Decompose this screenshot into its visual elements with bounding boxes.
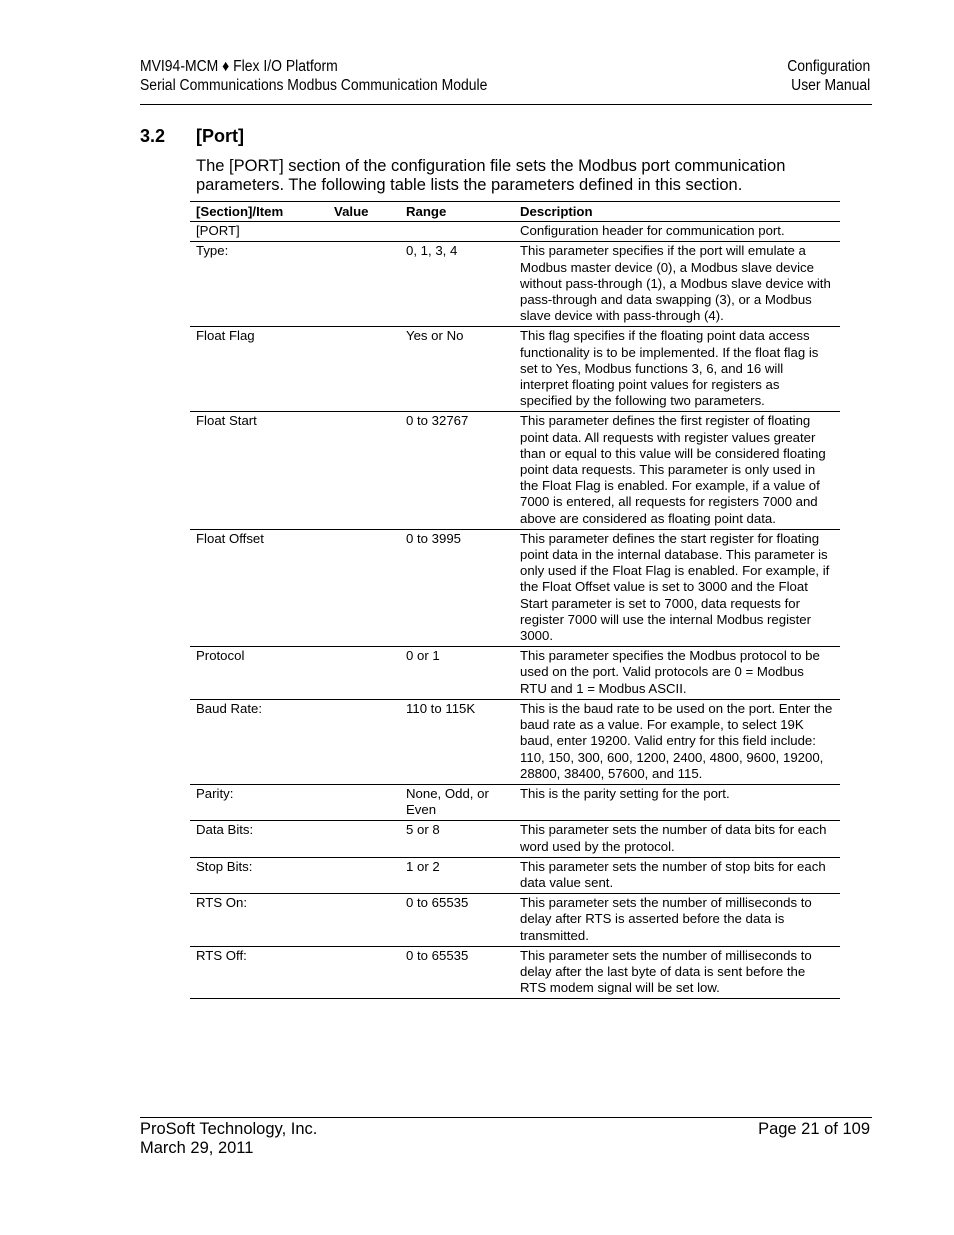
cell-description: This is the baud rate to be used on the port. Enter the baud rate as a value. For example, to select 19K baud, enter 19200. Valid entry for this field include: 110, 150, 300, 600, 1200, 2400, 4800, 9600, 19200, 28800, 38400, 57600, and 115. [514, 699, 840, 784]
page-header-left [140, 57, 487, 95]
cell-value [328, 222, 400, 242]
column-header-description: Description [514, 202, 840, 222]
section-intro: The [PORT] section of the configuration file sets the Modbus port communication parameters. The following table lists the parameters defined in this section. [196, 157, 786, 194]
cell-value [328, 242, 400, 327]
cell-range: 0 or 1 [400, 647, 514, 700]
cell-item: Protocol [190, 647, 328, 700]
cell-value [328, 699, 400, 784]
cell-range: 5 or 8 [400, 821, 514, 857]
cell-item: Parity: [190, 784, 328, 820]
page-number: Page 21 of 109 [758, 1120, 870, 1138]
cell-description: This parameter defines the first register of floating point data. All requests with register values greater than or equal to this value will be considered floating point data requests. This parameter is only used in the Float Flag is enabled. For example, if a value of 7000 is entered, all requests for registers 7000 and above are considered as floating point data. [514, 412, 840, 529]
cell-range: 0 to 65535 [400, 894, 514, 947]
cell-description: This parameter specifies the Modbus protocol to be used on the port. Valid protocols are 0 = Modbus RTU and 1 = Modbus ASCII. [514, 647, 840, 700]
cell-range: 1 or 2 [400, 857, 514, 893]
cell-value [328, 529, 400, 646]
cell-value [328, 857, 400, 893]
cell-range: None, Odd, or Even [400, 784, 514, 820]
column-header-item: [Section]/Item [190, 202, 328, 222]
cell-range: 0 to 3995 [400, 529, 514, 646]
table-row [190, 784, 840, 820]
cell-range [400, 222, 514, 242]
cell-range: 0 to 32767 [400, 412, 514, 529]
cell-value [328, 412, 400, 529]
header-divider [140, 104, 872, 105]
page-footer-right [758, 1120, 870, 1139]
cell-value [328, 647, 400, 700]
cell-description: This flag specifies if the floating point data access functionality is to be implemented. If the float flag is set to Yes, Modbus functions 3, 6, and 16 will interpret floating point values for registers as specified by the following two parameters. [514, 327, 840, 412]
footer-divider [140, 1117, 872, 1118]
section-title: [Port] [196, 126, 244, 146]
cell-description: This parameter sets the number of data bits for each word used by the protocol. [514, 821, 840, 857]
cell-item: Baud Rate: [190, 699, 328, 784]
cell-value [328, 327, 400, 412]
cell-description: This parameter specifies if the port will emulate a Modbus master device (0), a Modbus slave device without pass-through (1), a Modbus slave device with pass-through and data swapping (3), or a Modbus slave device with pass-through (4). [514, 242, 840, 327]
table-row [190, 327, 840, 412]
table-row [190, 699, 840, 784]
column-header-range: Range [400, 202, 514, 222]
table-row [190, 647, 840, 700]
table-row [190, 412, 840, 529]
cell-item: Float Start [190, 412, 328, 529]
cell-item: Float Offset [190, 529, 328, 646]
port-parameters-table [190, 201, 840, 999]
footer-date: March 29, 2011 [140, 1139, 254, 1157]
cell-item: RTS On: [190, 894, 328, 947]
table-header-row [190, 202, 840, 222]
table-row [190, 222, 840, 242]
cell-item: Float Flag [190, 327, 328, 412]
cell-item: Data Bits: [190, 821, 328, 857]
cell-description: This parameter defines the start register for floating point data in the internal database. This parameter is only used if the Float Flag is enabled. For example, if the Float Offset value is set to 3000 and the Float Start parameter is set to 7000, data requests for register 7000 will use the internal Modbus register 3000. [514, 529, 840, 646]
cell-range: 0, 1, 3, 4 [400, 242, 514, 327]
cell-value [328, 784, 400, 820]
column-header-value: Value [328, 202, 400, 222]
page-header-right [787, 57, 870, 95]
cell-description: This is the parity setting for the port. [514, 784, 840, 820]
cell-range: 110 to 115K [400, 699, 514, 784]
cell-description: This parameter sets the number of milliseconds to delay after the last byte of data is sent before the RTS modem signal will be set low. [514, 946, 840, 999]
header-product-title: MVI94-MCM ♦ Flex I/O Platform [140, 58, 338, 75]
page-footer-left [140, 1120, 317, 1158]
cell-range: Yes or No [400, 327, 514, 412]
header-doc-type: User Manual [790, 77, 870, 94]
header-chapter: Configuration [787, 58, 870, 75]
table-row [190, 894, 840, 947]
cell-value [328, 946, 400, 999]
table-row [190, 242, 840, 327]
table-row [190, 857, 840, 893]
cell-value [328, 821, 400, 857]
cell-item: [PORT] [190, 222, 328, 242]
cell-range: 0 to 65535 [400, 946, 514, 999]
table-row [190, 821, 840, 857]
cell-description: This parameter sets the number of milliseconds to delay after RTS is asserted before the data is transmitted. [514, 894, 840, 947]
cell-item: RTS Off: [190, 946, 328, 999]
cell-value [328, 894, 400, 947]
cell-description: This parameter sets the number of stop bits for each data value sent. [514, 857, 840, 893]
cell-description: Configuration header for communication port. [514, 222, 840, 242]
section-number: 3.2 [140, 126, 166, 146]
header-product-subtitle: Serial Communications Modbus Communication Module [140, 77, 488, 94]
table-row [190, 529, 840, 646]
cell-item: Type: [190, 242, 328, 327]
cell-item: Stop Bits: [190, 857, 328, 893]
footer-company: ProSoft Technology, Inc. [140, 1120, 318, 1138]
table-row [190, 946, 840, 999]
